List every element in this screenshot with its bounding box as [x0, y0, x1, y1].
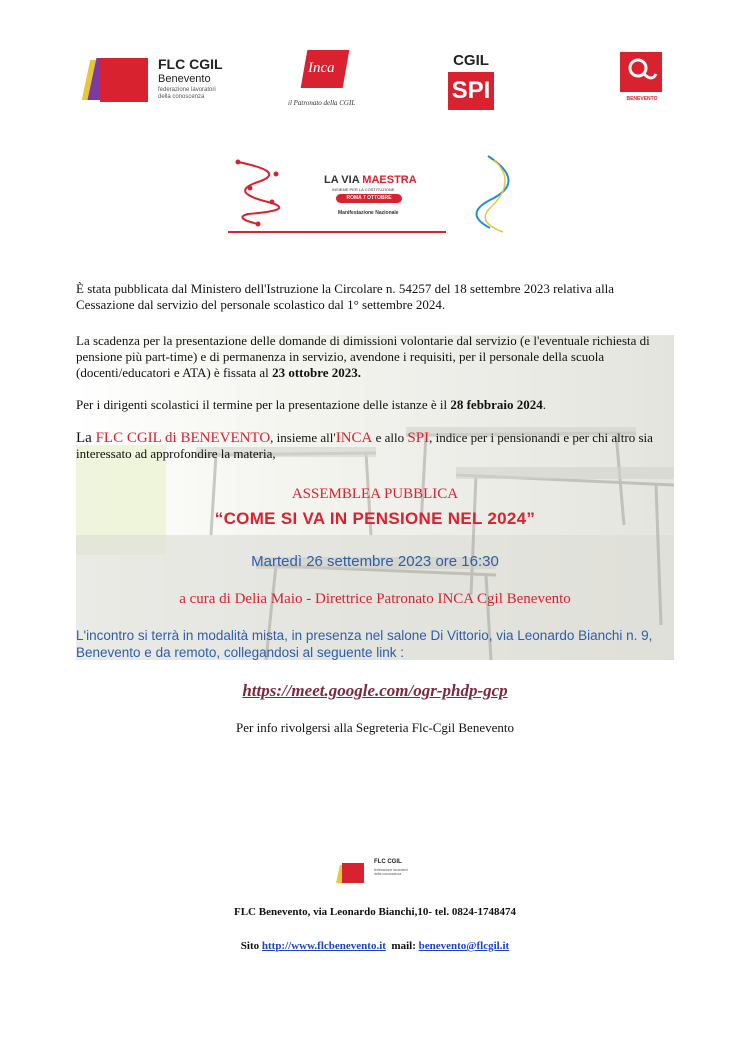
cgil-spi-logo	[446, 52, 496, 112]
indice-spi: SPI	[407, 430, 430, 446]
banner-subtitle: INSIEME PER LA COSTITUZIONE	[332, 187, 395, 192]
inca-logo-caption: il Patronato della CGIL	[288, 99, 356, 107]
banner-manifestazione: Manifestazione Nazionale	[338, 210, 399, 216]
banner-title-part1: LA VIA	[324, 174, 363, 186]
dirigenti-date: 28 febbraio 2024	[450, 397, 543, 412]
footer-contacts	[76, 940, 674, 952]
paragraph-indice	[76, 430, 666, 462]
paragraph-dirigenti	[76, 397, 666, 413]
inca-logo-word: Inca	[308, 60, 335, 76]
la-via-maestra-banner	[228, 152, 518, 236]
flc-cgil-logo	[86, 56, 236, 106]
scadenza-date: 23 ottobre 2023.	[272, 365, 362, 380]
event-date: Martedì 26 settembre 2023 ore 16:30	[251, 553, 499, 570]
event-cura: a cura di Delia Maio - Direttrice Patronato INCA Cgil Benevento	[179, 591, 571, 607]
spi-benevento-text: BENEVENTO	[626, 96, 658, 102]
banner-date-pill: ROMA 7 OTTOBRE	[336, 194, 402, 203]
flc-logo-subtitle: Benevento	[158, 73, 211, 85]
footer-sito-label: Sito	[240, 940, 262, 952]
banner-title-part2: MAESTRA	[362, 174, 417, 186]
paragraph-circolare: È stata pubblicata dal Ministero dell'Istruzione la Circolare n. 54257 del 18 settembre 2023 relativa alla Cessazione dal servizio del personale scolastico dal 1° settembre 2024.	[76, 281, 615, 312]
footer-website-link[interactable]: http://www.flcbenevento.it	[261, 940, 386, 952]
footer-logo-sub: federazione lavoratori della conoscenza	[374, 868, 408, 876]
footer-mail-label: mail:	[385, 940, 419, 952]
spi-logo-cgil: CGIL	[453, 52, 489, 69]
footer-flc-logo	[342, 859, 412, 889]
scadenza-text: La scadenza per la presentazione delle domande di dimissioni volontarie dal servizio (e l'eventuale richiesta di pensione più part-time) e di permanenza in servizio, avendone i requisiti, per il personale della scuola (docenti/educatori e ATA) è fissata al	[76, 333, 650, 380]
event-title: “COME SI VA IN PENSIONE NEL 2024”	[214, 509, 536, 528]
indice-flc: FLC CGIL di BENEVENTO	[95, 430, 271, 446]
paragraph-scadenza	[76, 333, 666, 381]
assemblea-heading: ASSEMBLEA PUBBLICA	[291, 486, 459, 502]
indice-inca: INCA	[335, 430, 373, 446]
inca-logo	[288, 50, 380, 110]
flc-logo-tagline: federazione lavoratori della conoscenza	[158, 87, 216, 100]
indice-mid2: e allo	[372, 430, 408, 445]
flc-logo-red-square	[100, 58, 148, 102]
dirigenti-end: .	[542, 397, 547, 412]
info-text: Per info rivolgersi alla Segreteria Flc-Cgil Benevento	[236, 720, 514, 735]
spi-logo-box: SPI	[448, 72, 494, 110]
footer-logo-title: FLC CGIL	[374, 859, 402, 865]
footer-logo-red-square	[342, 863, 364, 883]
flc-logo-title: FLC CGIL	[158, 56, 223, 72]
indice-mid1: , insieme all'	[270, 430, 336, 445]
indice-la: La	[76, 430, 96, 446]
meet-link[interactable]: https://meet.google.com/ogr-phdp-gcp	[242, 681, 508, 700]
spi-benevento-logo	[620, 52, 664, 112]
dirigenti-text: Per i dirigenti scolastici il termine per la presentazione delle istanze è il	[76, 397, 451, 412]
footer-mail-link[interactable]: benevento@flcgil.it	[418, 940, 510, 952]
indice-end: , indice per i pensionandi e per chi altro sia interessato ad approfondire la materia,	[76, 430, 653, 461]
event-incontro: L'incontro si terrà in modalità mista, in presenza nel salone Di Vittorio, via Leonardo Bianchi n. 9, Benevento e da remoto, collegandosi al seguente link :	[76, 628, 653, 660]
banner-title	[324, 174, 417, 186]
spi-benevento-red-box	[620, 52, 662, 92]
footer-address: FLC Benevento, via Leonardo Bianchi,10- tel. 0824-1748474	[233, 906, 517, 918]
